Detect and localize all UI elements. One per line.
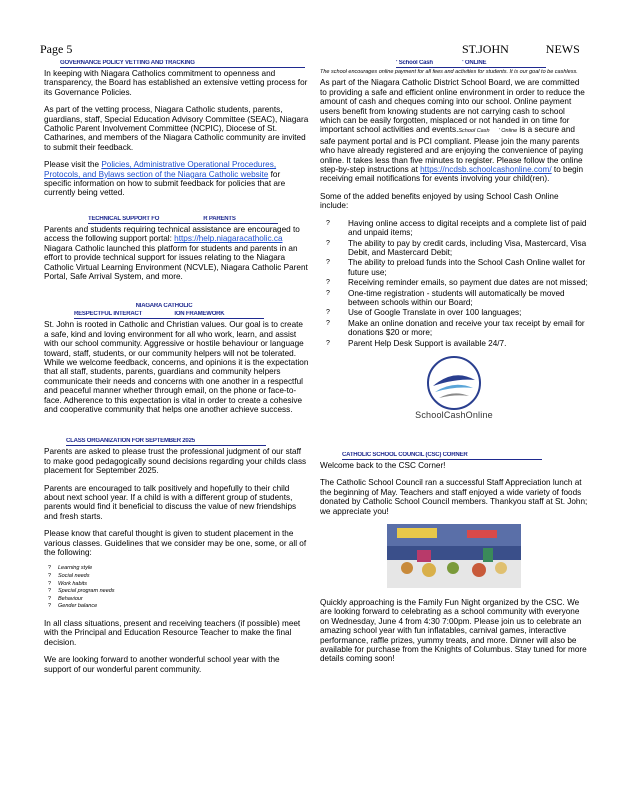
section-heading-school-cash: ' School Cash ' ONLINE [396,60,546,68]
logo-wordmark: SchoolCashOnline [415,409,493,420]
list-item: ? Having online access to digital receipts and a complete list of paid and unpaid items; [320,219,588,238]
tech-support-paragraph: Parents and students requiring technical assistance are encouraged to access the following support portal: https://help.niagaracatholic.ca Niagara Catholic launched this platform for students and parents in an effort to provide technical support for issues relating to the Niagara Catholic Virtual Learning Environment (NCVLE), Niagara Catholic Parent Portal, Safe Arrival System, and more. [44,224,308,281]
class-org-paragraph-5: We are looking forward to another wonderful school year with the support of our wonderful parent community. [44,655,280,674]
list-item: ? Behaviour [44,596,309,604]
section-heading-csc: CATHOLIC SCHOOL COUNCIL (CSC) CORNER [342,452,542,460]
school-cash-intro: The school encourages online payment for all fees and activities for students. It is our goal to be cashless. [320,69,578,75]
list-item: ? One-time registration - students will automatically be moved between schools within our Board; [320,289,588,308]
class-org-paragraph-1: Parents are asked to please trust the professional judgment of our staff to make good pedagogically sound decisions regarding your childs class placement for September 2025. [44,447,307,476]
governance-paragraph-3: Please visit the Policies, Administrative Operational Procedures, Protocols, and Bylaws section of the Niagara Catholic website for specific information on how to submit feedback for policies that are currently being vetted. [44,160,286,198]
csc-paragraph-3: Quickly approaching is the Family Fun Night organized by the CSC. We are looking forward to celebrating as a school community with everyone on Wednesday, June 4 from 4:30 7:00pm. Please join us to celebrate an amazing school year with fun inflatables, carnival games, interactive performance, raffle prizes, yummy treats, and more. Dinner will also be available for purchase from the Knights of Columbus. Stay tuned for more details coming soon! [320,598,587,664]
school-cash-paragraph-1: As part of the Niagara Catholic District School Board, we are committed to providing a safe and efficient online environment in order to reduce the amount of cash and cheques coming into our school. Online payment users benefit from knowing students are not carrying cash to school which can be easily forgotten, misplaced or not handed in on time for important school activities and events.School Cash ' Online is a secure and safe payment portal and is PCI compliant. Please join the many parents who have already registered and are enjoying the convenience of paying online. It takes less than five minutes to register. Please follow the online step-by-step instructions at https://ncdsb.schoolcashonline.com/ to begin receiving email notifications for events involving your child(ren). [320,78,585,184]
section-heading-respectful-2: RESPECTFUL INTERACT ION FRAMEWORK [74,311,264,319]
school-cash-link[interactable]: https://ncdsb.schoolcashonline.com/ [420,165,552,175]
newsletter-title: ST.JOHN NEWS [462,42,580,56]
section-heading-governance: GOVERNANCE POLICY VETTING AND TRACKING [60,60,305,68]
school-cash-paragraph-2: Some of the added benefits enjoyed by using School Cash Online include: [320,191,559,211]
section-heading-respectful-1: NIAGARA CATHOLIC [135,303,193,310]
governance-paragraph-1: In keeping with Niagara Catholics commitment to openness and transparency, the Board has established an extensive vetting process for its Governance Policies. [44,69,308,97]
benefits-list [320,219,588,348]
section-heading-tech-support: TECHNICAL SUPPORT FO R PARENTS [88,216,278,224]
list-item: ? Learning style [44,565,309,573]
photo-illustration [387,524,521,588]
list-item: ? Gender balance [44,603,309,611]
page-number: Page 5 [40,42,73,56]
right-column [320,60,588,672]
csc-paragraph-2: The Catholic School Council ran a successful Staff Appreciation lunch at the beginning of May. Teachers and staff enjoyed a wide variety of foods donated by Catholic School Council members. Thankyou staff at St. John; we appreciate you! [320,478,588,516]
list-item: ? Receiving reminder emails, so payment due dates are not missed; [320,278,588,287]
list-item: ? Make an online donation and receive your tax receipt by email for donations $20 or more; [320,319,588,338]
school-cash-online-logo [320,356,588,420]
class-org-paragraph-3: Please know that careful thought is given to student placement in the various classes. Guidelines that we consider may be one, some, or all of the following: [44,529,307,558]
list-item: ? Social needs [44,573,309,581]
list-item: ? The ability to preload funds into the School Cash Online wallet for future use; [320,258,588,277]
class-org-paragraph-2: Parents are encouraged to talk positively and hopefully to their child about next school year. If a child is with a different group of students, parents would find it beneficial to discuss the value of new friendships and fresh starts. [44,483,297,521]
list-item: ? Special program needs [44,588,309,596]
respectful-paragraph: St. John is rooted in Catholic and Christian values. Our goal is to create a safe, kind and loving environment for all who work, learn, and assist with our school community. Aggressive or hostile behaviour or language toward, staff, students, or our community helpers will not be tolerated. While we welcome feedback, concerns, and opinions it is the expectation that all staff, students, parents, guardians and community helpers communicate their needs and concerns with one another in a respectful and peaceful manner whether through email, on the phone or face-to-face. Adherence to this expectation is vital in order to create a cohesive and cooperative community that helps one another achieve success. [44,320,309,414]
csc-paragraph-1: Welcome back to the CSC Corner! [320,460,446,470]
list-item: ? Parent Help Desk Support is available 24/7. [320,339,588,348]
class-org-paragraph-4: In all class situations, present and receiving teachers (if possible) meet with the Principal and Education Resource Teacher to make the final decision. [44,619,301,647]
left-column [44,60,309,682]
help-portal-link[interactable]: https://help.niagaracatholic.ca [174,234,283,244]
section-heading-class-org: CLASS ORGANIZATION FOR SEPTEMBER 2025 [66,438,266,446]
school-cash-logo-icon [427,356,481,410]
governance-paragraph-2: As part of the vetting process, Niagara Catholic students, parents, guardians, staff, Special Education Advisory Committee (SEAC), Niagara Catholic Parent Involvement Committee (NCPIC), Diocese of St. Catharines, and members of the Niagara Catholic community are invited to submit their feedback. [44,105,309,152]
guidelines-list [44,565,309,611]
list-item: ? The ability to pay by credit cards, including Visa, Mastercard, Visa Debit, and Mastercard Debit; [320,239,588,258]
policies-link[interactable]: Policies, Administrative Operational Procedures, Protocols, and Bylaws section of the Niagara Catholic website [44,160,277,179]
staff-lunch-photo [387,524,521,588]
list-item: ? Use of Google Translate in over 100 languages; [320,308,588,317]
list-item: ? Work habits [44,581,309,589]
